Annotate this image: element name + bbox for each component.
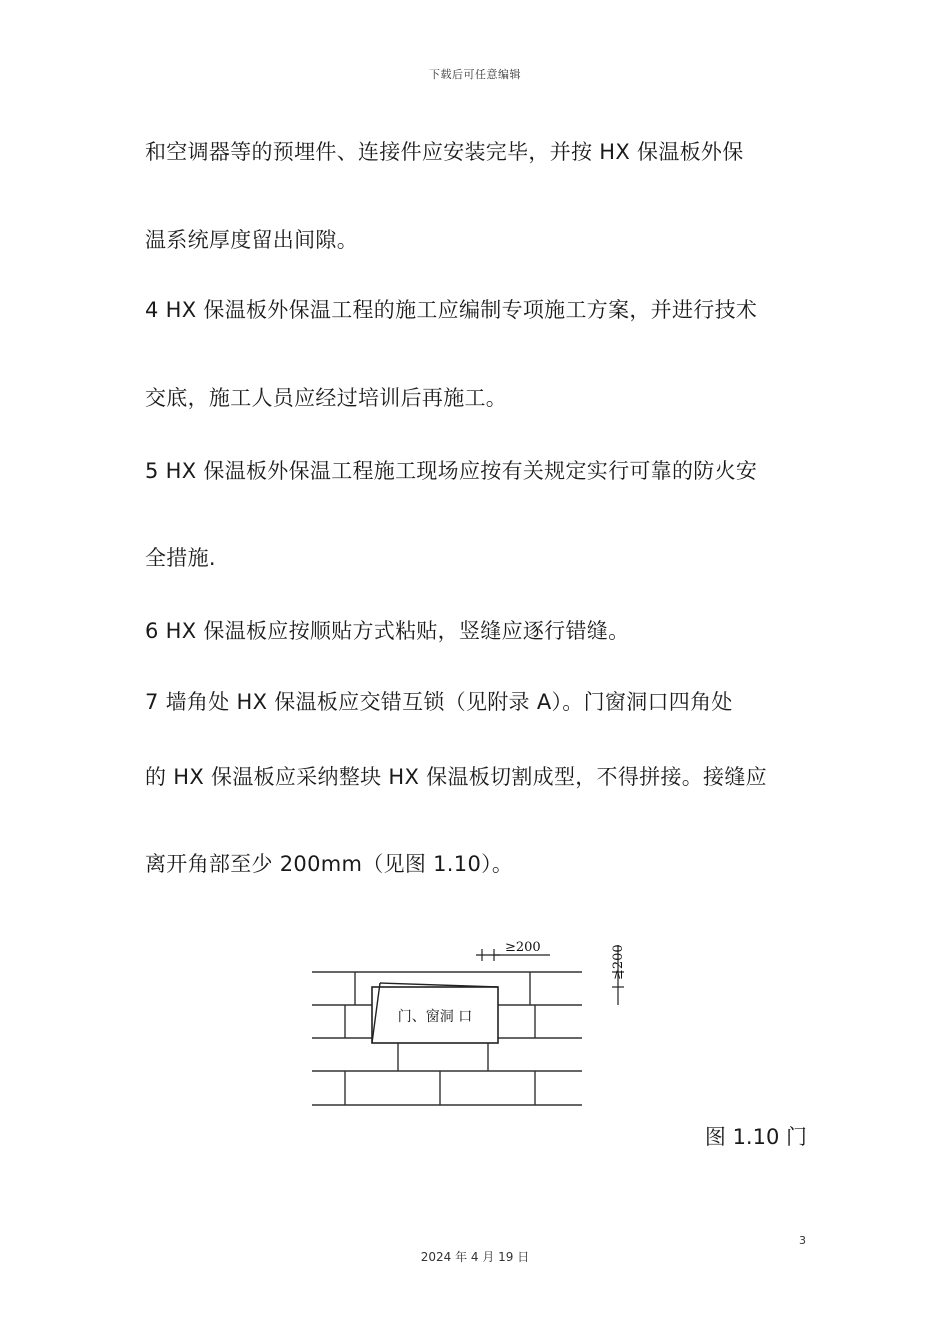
paragraph-line: 4 HX 保温板外保温工程的施工应编制专项施工方案，并进行技术 (145, 298, 758, 322)
opening-label: 门、窗洞 口 (397, 1009, 473, 1025)
paragraph-line: 7 墙角处 HX 保温板应交错互锁（见附录 A）。门窗洞口四角处 (145, 690, 733, 714)
paragraph-line: 和空调器等的预埋件、连接件应安装完毕，并按 HX 保温板外保 (145, 140, 744, 164)
paragraph-line: 全措施. (145, 546, 216, 570)
paragraph-line: 离开角部至少 200mm（见图 1.10）。 (145, 852, 514, 876)
dim-horizontal-label: ≥200 (505, 940, 541, 955)
page-header: 下载后可任意编辑 (429, 68, 521, 81)
paragraph-line: 6 HX 保温板应按顺贴方式粘贴，竖缝应逐行错缝。 (145, 619, 630, 643)
page-footer-date: 2024 年 4 月 19 日 (420, 1250, 530, 1264)
brick-wall-diagram (300, 925, 650, 1115)
page-number: 3 (799, 1234, 806, 1247)
wall-opening-figure (300, 925, 650, 1115)
figure-caption: 图 1.10 门 (704, 1125, 807, 1149)
paragraph-line: 的 HX 保温板应采纳整块 HX 保温板切割成型，不得拼接。接缝应 (145, 765, 767, 789)
paragraph-line: 交底，施工人员应经过培训后再施工。 (145, 386, 508, 410)
dim-vertical-label: ≥200 (611, 944, 626, 980)
paragraph-line: 5 HX 保温板外保温工程施工现场应按有关规定实行可靠的防火安 (145, 459, 758, 483)
paragraph-line: 温系统厚度留出间隙。 (145, 228, 358, 252)
